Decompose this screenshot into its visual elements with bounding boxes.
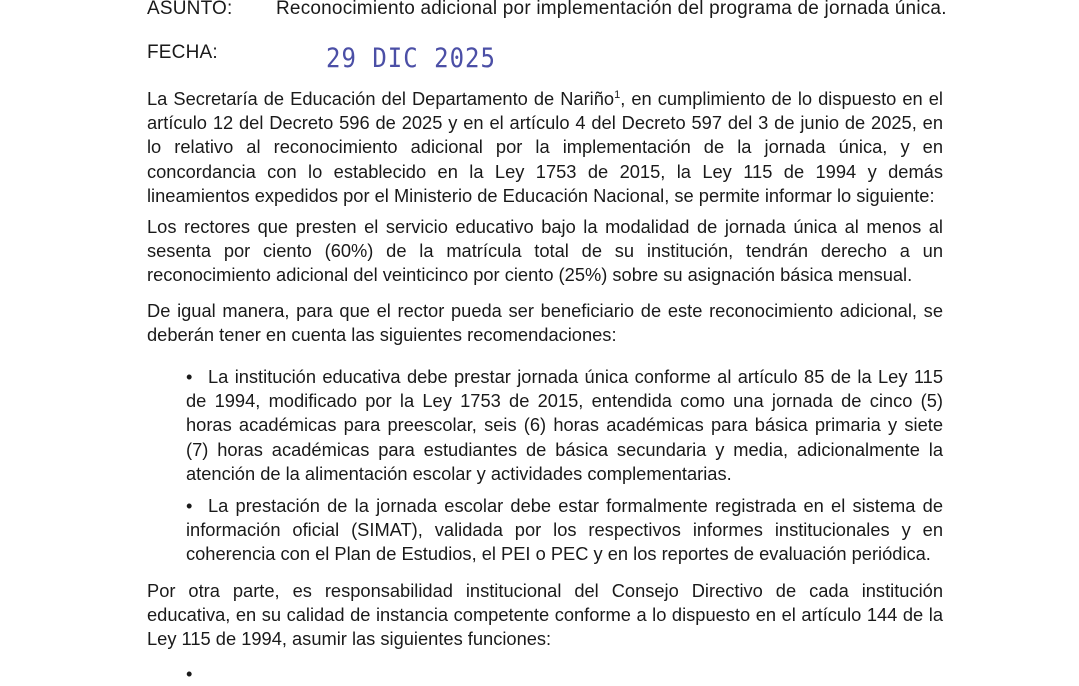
date-label: FECHA:	[147, 42, 218, 63]
bullet-icon: •	[186, 663, 193, 684]
list-item-text: La prestación de la jornada escolar debe estar formalmente registrada en el sistema de información oficial (SIMAT), validada por los respectivos informes institucionales y en coherencia con el Plan de Estudios, el PEI o PEC y en los reportes de evaluación periódica.	[186, 495, 943, 565]
paragraph-intro	[147, 87, 943, 208]
bullet-icon: •	[186, 495, 193, 516]
date-stamp: 29 DIC 2025	[326, 42, 496, 74]
paragraph-council-duties: Por otra parte, es responsabilidad institucional del Consejo Directivo de cada institución educativa, en su calidad de instancia competente conforme a lo dispuesto en el artículo 144 de la Ley 115 de 1994, asumir las siguientes funciones:	[147, 580, 943, 650]
subject-label: ASUNTO:	[147, 0, 233, 19]
paragraph-recommendations: De igual manera, para que el rector pueda ser beneficiario de este reconocimiento adicional, se deberán tener en cuenta las siguientes recomendaciones:	[147, 300, 943, 346]
intro-text-end: , en cumplimiento de lo dispuesto en el artículo 12 del Decreto 596 de 2025 y en el artículo 4 del Decreto 597 del 3 de junio de 2025, en lo relativo al reconocimiento adicional por la implementación de la jornada única, y en concordancia con lo establecido en la Ley 1753 de 2015, la Ley 115 de 1994 y demás lineamientos expedidos por el Ministerio de Educación Nacional, se permite informar lo siguiente:	[147, 88, 943, 206]
list-item	[186, 365, 943, 486]
list-item	[186, 494, 943, 567]
paragraph-recognition: Los rectores que presten el servicio educativo bajo la modalidad de jornada única al menos al sesenta por ciento (60%) de la matrícula total de su institución, tendrán derecho a un reconocimiento adicional del veinticinco por ciento (25%) sobre su asignación básica mensual.	[147, 216, 943, 286]
subject-value: Reconocimiento adicional por implementación del programa de jornada única.	[276, 0, 947, 19]
list-item-text: La institución educativa debe prestar jornada única conforme al artículo 85 de la Ley 115 de 1994, modificado por la Ley 1753 de 2015, entendida como una jornada de cinco (5) horas académicas para preescolar, seis (6) horas académicas para básica primaria y siete (7) horas académicas para estudiantes de básica secundaria y media, adicionalmente la atención de la alimentación escolar y actividades complementarias.	[186, 366, 943, 484]
footnote-marker: 1	[614, 88, 621, 101]
bullet-icon: •	[186, 366, 193, 387]
truncated-next-line	[186, 662, 943, 686]
intro-text-start: La Secretaría de Educación del Departamento de Nariño	[147, 88, 615, 109]
